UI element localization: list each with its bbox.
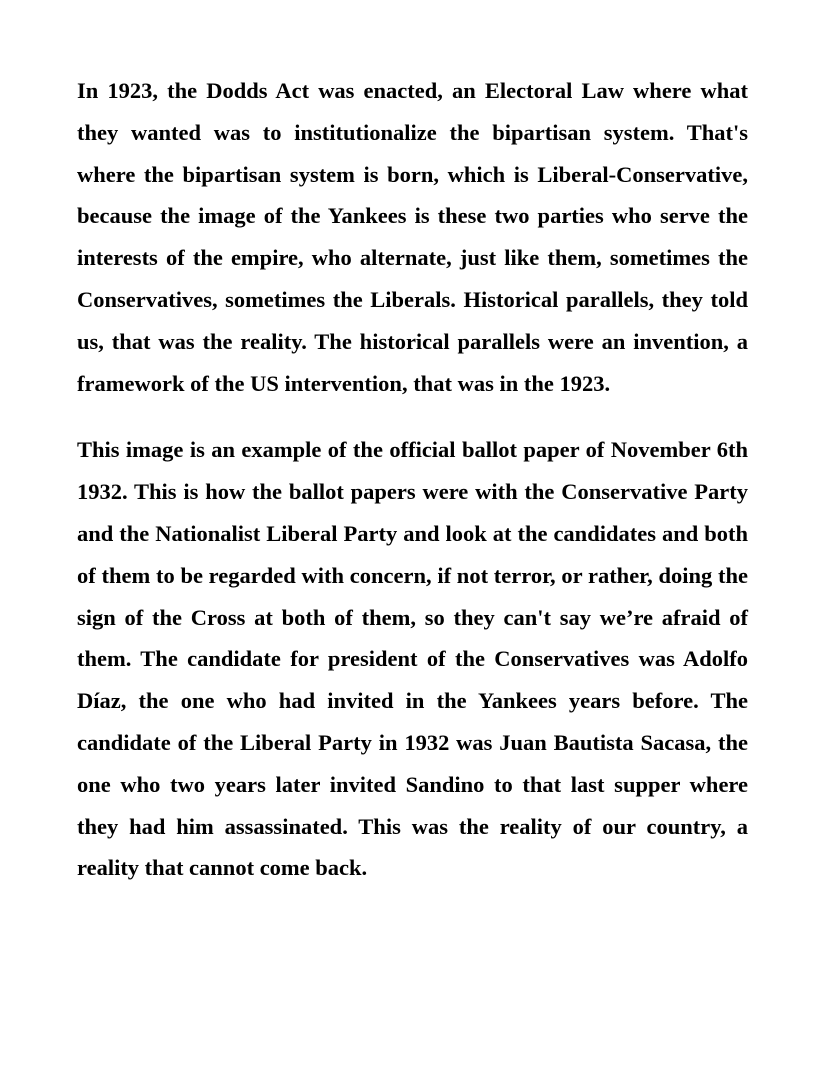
paragraph-dodds-act: In 1923, the Dodds Act was enacted, an Electoral Law where what they wanted was to institutionalize the bipartisan system. That's where the bipartisan system is born, which is Liberal-Conservative, because the image of the Yankees is these two parties who serve the interests of the empire, who alternate, just like them, sometimes the Conservatives, sometimes the Liberals. Historical parallels, they told us, that was the reality. The historical parallels were an invention, a framework of the US intervention, that was in the 1923. [77, 78, 748, 396]
document-page [77, 70, 748, 889]
paragraph-ballot-paper: This image is an example of the official ballot paper of November 6th 1932. This is how the ballot papers were with the Conservative Party and the Nationalist Liberal Party and look at the candidates and both of them to be regarded with concern, if not terror, or rather, doing the sign of the Cross at both of them, so they can't say we’re afraid of them. The candidate for president of the Conservatives was Adolfo Díaz, the one who had invited in the Yankees years before. The candidate of the Liberal Party in 1932 was Juan Bautista Sacasa, the one who two years later invited Sandino to that last supper where they had him assassinated. This was the reality of our country, a reality that cannot come back. [77, 437, 748, 881]
